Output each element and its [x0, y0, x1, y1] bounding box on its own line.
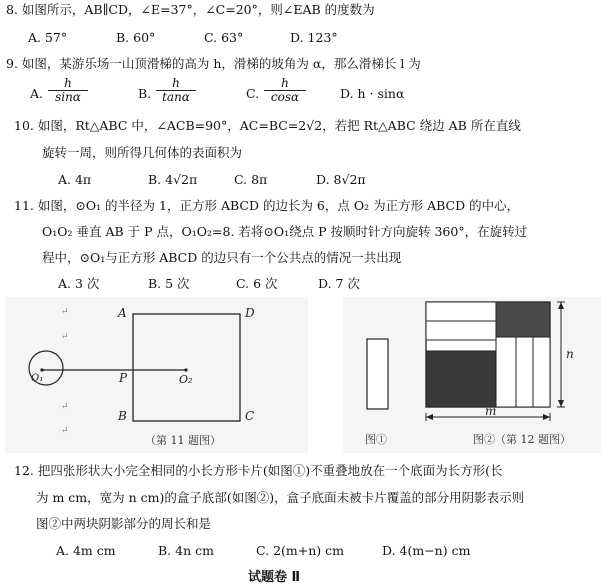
return-mark: ↵ [61, 307, 69, 317]
q9-label-c: C. [246, 86, 260, 101]
q12-option-d: D. 4(m−n) cm [382, 543, 471, 558]
arrow-left-icon [426, 414, 433, 420]
q8-option-b: B. 60° [116, 30, 156, 45]
q10-line-2: 旋转一周，则所得几何体的表面积为 [42, 145, 243, 160]
q12-options [0, 543, 601, 559]
q12-option-b: B. 4n cm [158, 543, 214, 558]
label-c: C [245, 409, 255, 423]
label-m: m [485, 404, 497, 418]
q11-option-a: A. 3 次 [58, 276, 100, 291]
square-abcd [133, 314, 240, 421]
return-mark: ↵ [61, 426, 69, 436]
q11-option-b: B. 5 次 [148, 276, 190, 291]
q10-line-1: 10. 如图，Rt△ABC 中，∠ACB=90°，AC=BC=2√2，若把 Rt△ABC 绕边 AB 所在直线 [14, 118, 521, 133]
label-b: B [118, 409, 127, 423]
section-title: 试题卷 Ⅱ [248, 570, 301, 585]
q12-option-c: C. 2(m+n) cm [256, 543, 344, 558]
q11-option-c: C. 6 次 [236, 276, 278, 291]
figure-12-caption-2: 图②（第 12 题图） [473, 433, 571, 446]
shaded-top-right [496, 302, 550, 337]
q11-line-3: 程中，⊙O₁与正方形 ABCD 的边只有一个公共点的情况一共出现 [42, 250, 402, 265]
arrow-up-icon [558, 302, 564, 309]
point-o2 [184, 368, 187, 371]
q9-frac-b-num: h [156, 77, 196, 91]
q12-line-1: 12. 把四张形状大小完全相同的小长方形卡片(如图①)不重叠地放在一个底面为长方形(长 [14, 463, 503, 478]
q8-stem: 8. 如图所示，AB∥CD，∠E=37°，∠C=20°，则∠EAB 的度数为 [6, 2, 375, 17]
card-vertical-3 [533, 337, 550, 407]
q9-fraction-a [48, 77, 88, 104]
label-o1: O₁ [31, 373, 44, 384]
card-vertical-1 [496, 337, 516, 407]
q9-fraction-b [156, 77, 196, 104]
q12-line-2: 为 m cm，宽为 n cm)的盒子底部(如图②)，盒子底面未被卡片覆盖的部分用阴影表示则 [36, 490, 525, 505]
return-mark: ↵ [61, 332, 69, 342]
q8-options [0, 30, 601, 46]
q9-frac-a-num: h [48, 77, 88, 91]
q11-line-2: O₁O₂ 垂直 AB 于 P 点，O₁O₂=8. 若将⊙O₁绕点 P 按顺时针方向旋转 360°，在旋转过 [42, 224, 528, 239]
return-mark: ↵ [61, 402, 69, 412]
figure-12 [343, 297, 601, 453]
figure-11-diagram [5, 297, 308, 453]
q9-fraction-c [264, 77, 306, 104]
q10-option-d: D. 8√2π [316, 172, 366, 187]
label-a: A [118, 306, 127, 320]
q9-frac-a-den: sinα [55, 90, 81, 104]
card-vertical-2 [516, 337, 533, 407]
q12-line-3: 图②中两块阴影部分的周长和是 [36, 516, 212, 531]
q10-option-b: B. 4√2π [148, 172, 198, 187]
q11-option-d: D. 7 次 [318, 276, 360, 291]
q8-option-d: D. 123° [290, 30, 338, 45]
figure-11-caption: （第 11 题图） [145, 434, 221, 447]
arrow-down-icon [558, 400, 564, 407]
label-d: D [245, 306, 255, 320]
label-p: P [119, 371, 128, 385]
figure-11 [5, 297, 308, 453]
q10-option-a: A. 4π [58, 172, 92, 187]
q9-label-b: B. [138, 86, 152, 101]
q12-option-a: A. 4m cm [56, 543, 116, 558]
q11-options [0, 276, 601, 292]
figure-12-diagram [343, 297, 601, 453]
q9-frac-c-den: cosα [270, 90, 300, 104]
label-n: n [566, 347, 574, 361]
arrow-right-icon [543, 414, 550, 420]
q9-stem: 9. 如图，某游乐场一山顶滑梯的高为 h，滑梯的坡角为 α，那么滑梯长 l 为 [6, 56, 421, 71]
shaded-bottom-left [426, 351, 496, 407]
q10-options [0, 172, 601, 188]
q9-frac-b-den: tanα [162, 90, 190, 104]
label-o2: O₂ [179, 373, 193, 386]
card-horizontal-1 [426, 302, 496, 321]
figure-12-caption-1: 图① [365, 433, 387, 446]
card-figure-1 [367, 339, 388, 409]
q9-label-a: A. [30, 86, 44, 101]
q9-frac-c-num: h [264, 77, 306, 91]
card-horizontal-2 [426, 321, 496, 340]
q8-option-c: C. 63° [204, 30, 244, 45]
q8-option-a: A. 57° [28, 30, 68, 45]
q10-option-c: C. 8π [234, 172, 268, 187]
q9-label-d: D. h · sinα [340, 86, 405, 101]
q11-line-1: 11. 如图，⊙O₁ 的半径为 1，正方形 ABCD 的边长为 6，点 O₂ 为正方形 ABCD 的中心， [14, 198, 520, 213]
